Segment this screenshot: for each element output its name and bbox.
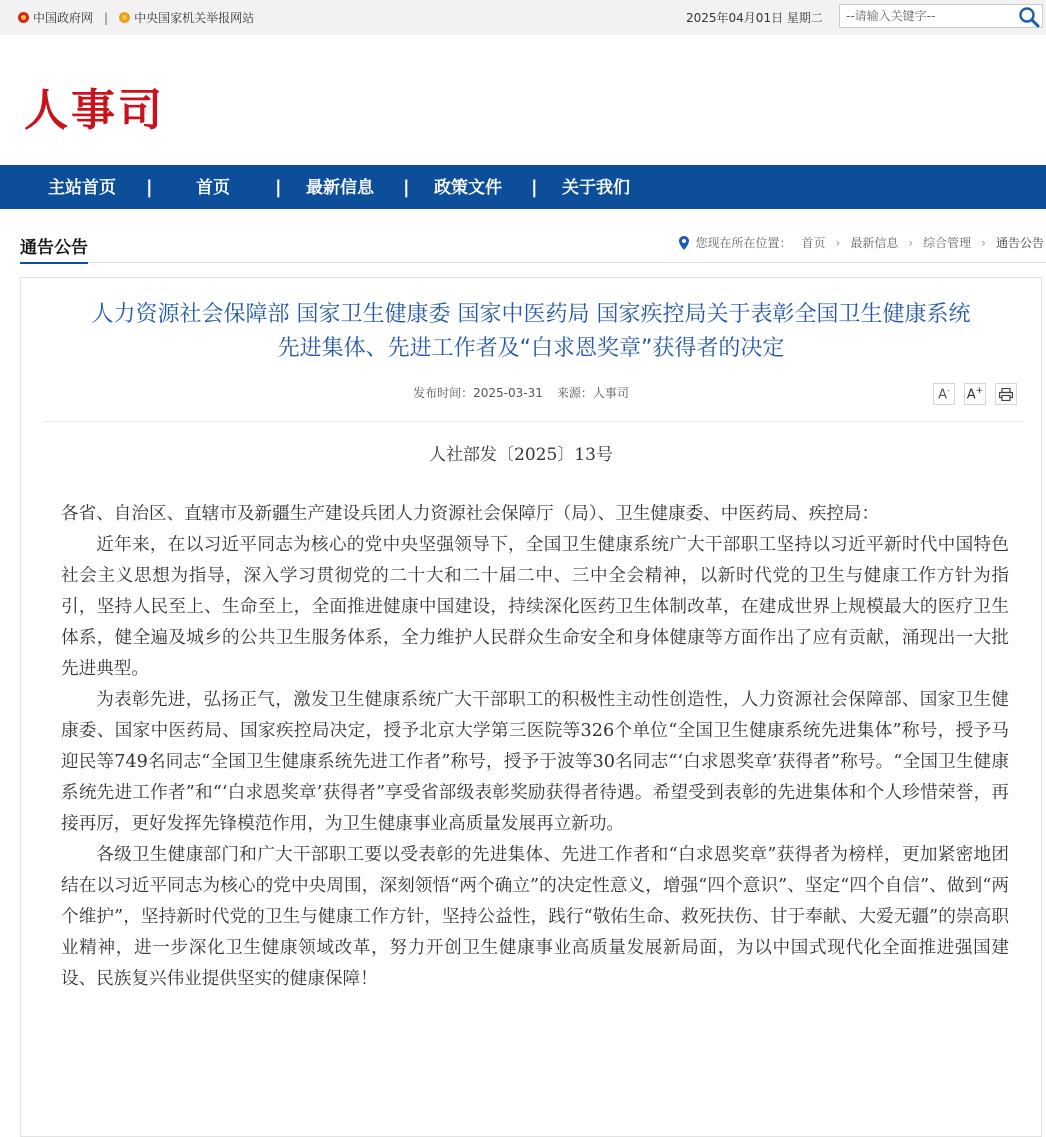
article-meta: [21, 384, 1021, 401]
gov-portal-label: 中国政府网: [33, 11, 94, 25]
nav-item-main-home[interactable]: 主站首页: [48, 178, 116, 198]
divider-line: [44, 421, 1022, 422]
nav-item-policy-docs[interactable]: 政策文件: [434, 178, 502, 198]
body-paragraph: 近年来，在以习近平同志为核心的党中央坚强领导下，全国卫生健康系统广大干部职工坚持以习近平新时代中国特色社会主义思想为指导，深入学习贯彻党的二十大和二十届二中、三中全会精神，以新时代党的卫生与健康工作方针为指引，坚持人民至上、生命至上，全面推进健康中国建设，持续深化医药卫生体制改革，在建成世界上规模最大的医疗卫生体系，健全遍及城乡的公共卫生服务体系，全力维护人民群众生命安全和身体健康等方面作出了应有贡献，涌现出一大批先进典型。: [61, 535, 1009, 679]
print-icon: [999, 388, 1013, 401]
print-button[interactable]: [995, 383, 1017, 405]
article-title-line2: 先进集体、先进工作者及“白求恩奖章”获得者的决定: [277, 336, 785, 361]
site-logo[interactable]: 人事司: [24, 85, 165, 136]
nav-item-home[interactable]: 首页: [196, 178, 230, 198]
location-label: 您现在所在位置：: [695, 236, 792, 250]
font-decrease-icon: A-: [938, 385, 950, 403]
main-nav: [0, 165, 1046, 209]
nav-item-about-us[interactable]: 关于我们: [562, 178, 630, 198]
location-pin-icon: [679, 236, 689, 250]
publish-label: 发布时间：: [413, 386, 474, 400]
source-label: 来源：: [556, 386, 593, 400]
article-title: [41, 298, 1021, 366]
search-box: [839, 4, 1043, 28]
article-title-line1: 人力资源社会保障部 国家卫生健康委 国家中医药局 国家疾控局关于表彰全国卫生健康系统: [91, 302, 971, 327]
publish-date: 2025-03-31: [473, 386, 543, 400]
font-decrease-button[interactable]: [933, 383, 955, 405]
font-increase-icon: A+: [966, 385, 984, 403]
top-links: [18, 9, 254, 26]
breadcrumb-item-latest-info[interactable]: 最新信息: [850, 236, 899, 250]
site-banner: [0, 35, 1046, 165]
report-site-link[interactable]: [119, 9, 254, 26]
font-increase-button[interactable]: [964, 383, 986, 405]
section-header: [20, 228, 1046, 263]
source-value: 人事司: [592, 386, 629, 400]
breadcrumb-item-notices[interactable]: 通告公告: [995, 236, 1044, 250]
body-paragraph: 各级卫生健康部门和广大干部职工要以受表彰的先进集体、先进工作者和“白求恩奖章”获得者为榜样，更加紧密地团结在以习近平同志为核心的党中央周围，深刻领悟“两个确立”的决定性意义，增强“四个意识”、坚定“四个自信”、做到“两个维护”，坚持新时代党的卫生与健康工作方针，坚持公益性，践行“敬佑生命、救死扶伤、甘于奉献、大爱无疆”的崇高职业精神，进一步深化卫生健康领域改革，努力开创卫生健康事业高质量发展新局面，为以中国式现代化全面推进强国建设、民族复兴伟业提供坚实的健康保障！: [61, 845, 1009, 989]
link-separator: |: [104, 10, 109, 25]
breadcrumb: [679, 234, 1044, 251]
nav-divider: |: [275, 177, 282, 198]
national-emblem-icon: [18, 12, 29, 23]
report-site-label: 中央国家机关举报网站: [134, 11, 255, 25]
party-emblem-icon: [119, 12, 130, 23]
current-date: 2025年04月01日 星期二: [686, 11, 823, 25]
breadcrumb-item-home[interactable]: 首页: [801, 236, 826, 250]
article-container: [20, 277, 1042, 1137]
search-input[interactable]: [840, 5, 1016, 27]
article-body: [61, 499, 1009, 995]
top-utility-bar: [0, 0, 1046, 35]
breadcrumb-item-general-admin[interactable]: 综合管理: [923, 236, 972, 250]
salutation: 各省、自治区、直辖市及新疆生产建设兵团人力资源社会保障厅（局）、卫生健康委、中医药局、疾控局：: [61, 504, 880, 524]
nav-item-latest-info[interactable]: 最新信息: [306, 178, 374, 198]
nav-divider: |: [403, 177, 410, 198]
document-number: 人社部发〔2025〕13号: [429, 445, 613, 465]
body-paragraph: 为表彰先进，弘扬正气，激发卫生健康系统广大干部职工的积极性主动性创造性，人力资源社会保障部、国家卫生健康委、国家中医药局、国家疾控局决定，授予北京大学第三医院等326个单位“全国卫生健康系统先进集体”称号，授予马迎民等749名同志“全国卫生健康系统先进工作者”称号，授予于波等30名同志“‘白求恩奖章’获得者”称号。“全国卫生健康系统先进工作者”和“‘白求恩奖章’获得者”享受省部级表彰奖励获得者待遇。希望受到表彰的先进集体和个人珍惜荣誉，再接再厉，更好发挥先锋模范作用，为卫生健康事业高质量发展再立新功。: [61, 690, 1009, 834]
chevron-right-icon: ›: [835, 235, 841, 250]
gov-portal-link[interactable]: [18, 9, 93, 26]
nav-divider: |: [531, 177, 538, 198]
chevron-right-icon: ›: [981, 235, 986, 250]
search-icon: [1017, 6, 1041, 28]
article-tools: [933, 383, 1017, 405]
nav-divider: |: [146, 177, 153, 198]
section-title: 通告公告: [20, 233, 88, 264]
search-button[interactable]: [1017, 6, 1041, 28]
chevron-right-icon: ›: [908, 235, 914, 250]
